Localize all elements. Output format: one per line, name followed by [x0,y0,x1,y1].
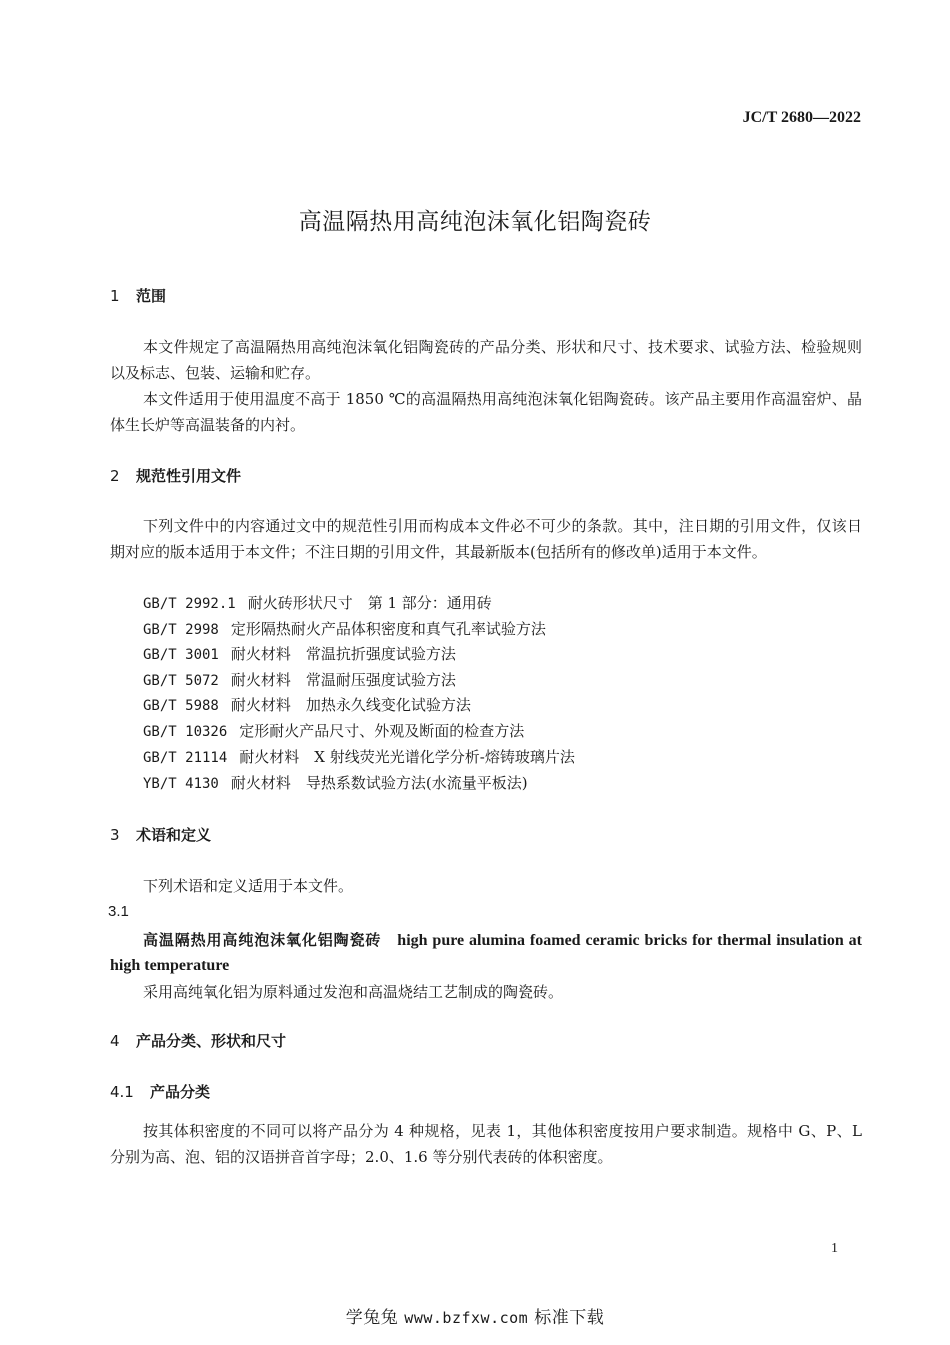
section-title: 产品分类、形状和尺寸 [136,1032,287,1050]
reference-code: GB/T 2998 [143,622,219,638]
term-entry [110,928,862,978]
reference-title: 定形隔热耐火产品体积密度和真气孔率试验方法 [230,620,546,638]
reference-item [143,720,524,741]
section-1-heading [110,285,166,306]
reference-title: 耐火材料 常温抗折强度试验方法 [230,645,456,663]
reference-item [143,643,456,664]
subsection-4-1-heading [110,1081,210,1102]
section-4-heading [110,1030,286,1051]
footer-site-name: 学兔兔 [345,1308,399,1328]
paragraph: 按其体积密度的不同可以将产品分为 4 种规格，见表 1，其他体积密度按用户要求制造。规格中 G、P、L 分别为高、泡、铝的汉语拼音首字母；2.0、1.6 等分别代表砖的体积密度。 [110,1122,862,1166]
paragraph: 下列文件中的内容通过文中的规范性引用而构成本文件必不可少的条款。其中，注日期的引用文件，仅该日期对应的版本适用于本文件；不注日期的引用文件，其最新版本(包括所有的修改单)适用于本文件。 [110,517,862,561]
section-number: 2 [110,467,120,485]
section-title: 术语和定义 [136,826,212,844]
footer-watermark [0,1303,950,1328]
page-number: 1 [831,1241,838,1256]
reference-item [143,592,492,613]
subsection-number: 4.1 [110,1083,134,1101]
reference-code: GB/T 5072 [143,673,219,689]
section-title: 范围 [136,287,167,305]
reference-code: GB/T 3001 [143,647,219,663]
reference-item [143,772,528,793]
section-title: 规范性引用文件 [136,467,242,485]
section-number: 3 [110,826,120,844]
reference-title: 定形耐火产品尺寸、外观及断面的检查方法 [239,722,525,740]
reference-code: GB/T 2992.1 [143,596,236,612]
footer-url[interactable]: www.bzfxw.com [404,1309,529,1327]
reference-item [143,669,456,690]
section-2-heading [110,465,241,486]
reference-title: 耐火材料 导热系数试验方法(水流量平板法) [230,774,528,792]
paragraph: 下列术语和定义适用于本文件。 [143,877,354,895]
standard-code: JC/T 2680—2022 [742,109,861,126]
reference-title: 耐火材料 加热永久线变化试验方法 [230,696,471,714]
reference-code: GB/T 5988 [143,698,219,714]
reference-code: GB/T 10326 [143,724,228,740]
reference-title: 耐火材料 X 射线荧光光谱化学分析-熔铸玻璃片法 [239,748,575,766]
section-number: 4 [110,1032,120,1050]
paragraph: 本文件适用于使用温度不高于 1850 ℃的高温隔热用高纯泡沫氧化铝陶瓷砖。该产品主要用作高温窑炉、晶体生长炉等高温装备的内衬。 [110,390,862,434]
term-definition: 采用高纯氧化铝为原料通过发泡和高温烧结工艺制成的陶瓷砖。 [143,983,564,1001]
document-title: 高温隔热用高纯泡沫氧化铝陶瓷砖 [298,209,652,235]
reference-code: YB/T 4130 [143,776,219,792]
footer-tagline: 标准下载 [534,1308,605,1328]
paragraph: 本文件规定了高温隔热用高纯泡沫氧化铝陶瓷砖的产品分类、形状和尺寸、技术要求、试验方法、检验规则以及标志、包装、运输和贮存。 [110,338,862,382]
section-number: 1 [110,287,120,305]
term-chinese: 高温隔热用高纯泡沫氧化铝陶瓷砖 [143,931,382,949]
reference-code: GB/T 21114 [143,750,228,766]
reference-title: 耐火砖形状尺寸 第 1 部分：通用砖 [247,594,492,612]
term-english: high pure alumina foamed ceramic bricks for thermal insulation at high temperature [110,932,863,974]
subsection-title: 产品分类 [150,1083,211,1101]
term-number: 3.1 [108,903,129,920]
reference-item [143,694,471,715]
reference-title: 耐火材料 常温耐压强度试验方法 [230,671,456,689]
section-3-heading [110,824,211,845]
reference-item [143,746,575,767]
reference-item [143,618,546,639]
